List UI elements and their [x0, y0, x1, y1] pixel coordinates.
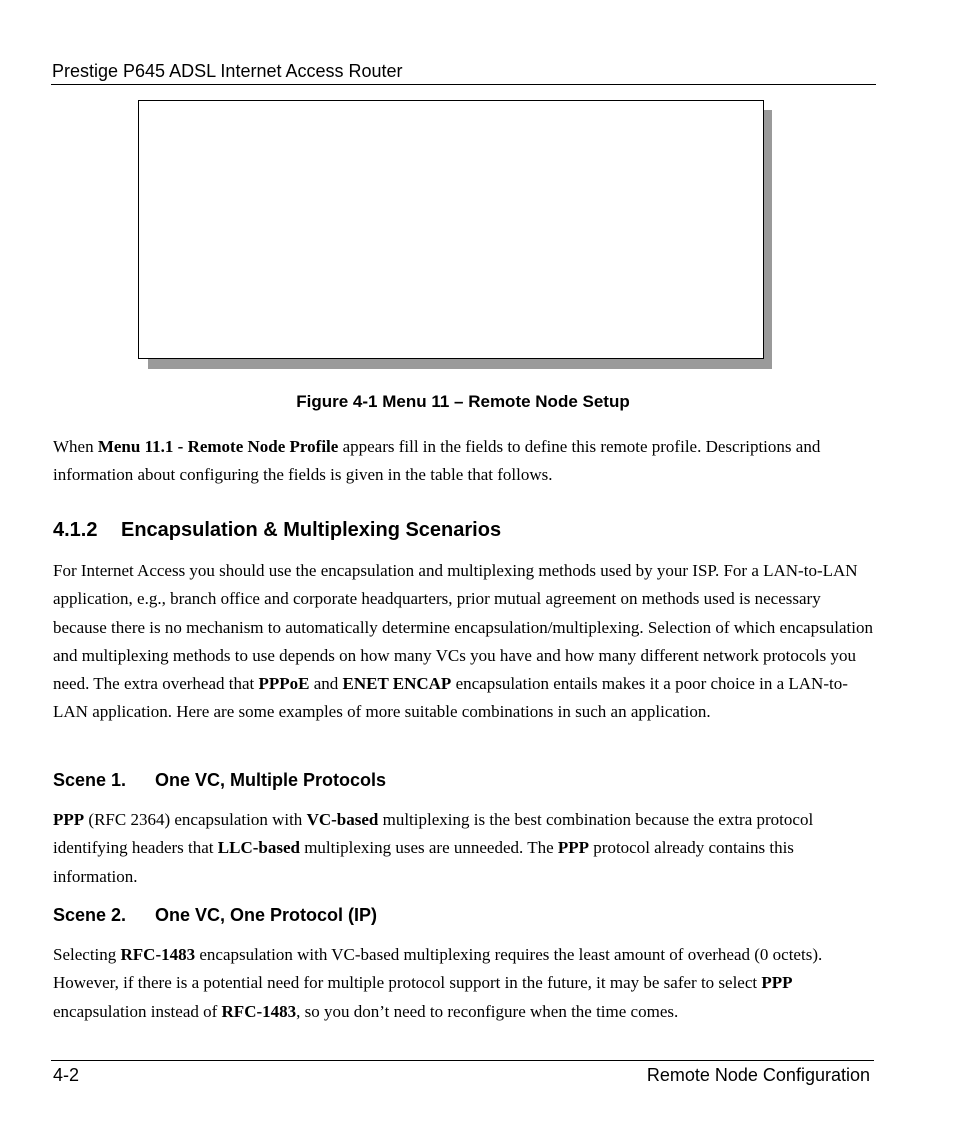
scene2-paragraph: Selecting RFC-1483 encapsulation with VC-based multiplexing requires the least amount of overhead (0 octets). However, if there is a potential need for multiple protocol support in the future, it may be safer to select PPP encapsulation instead of RFC-1483, so you don’t need to reconfigure when the time comes. — [53, 945, 823, 1021]
section-heading — [53, 518, 501, 542]
running-header: Prestige P645 ADSL Internet Access Router — [52, 61, 403, 81]
figure-screen-box — [138, 100, 764, 359]
intro-paragraph: When Menu 11.1 - Remote Node Profile appears fill in the fields to define this remote profile. Descriptions and information about configuring the fields is given in the table that follows. — [53, 437, 821, 485]
footer-rule — [51, 1060, 874, 1061]
page-number: 4-2 — [53, 1065, 80, 1085]
scene1-paragraph: PPP (RFC 2364) encapsulation with VC-based multiplexing is the best combination because the extra protocol identifying headers that LLC-based multiplexing uses are unneeded. The PPP protocol already contains this information. — [53, 810, 814, 886]
scene2-title: One VC, One Protocol (IP) — [155, 905, 378, 925]
scenarios-paragraph: For Internet Access you should use the encapsulation and multiplexing methods used by your ISP. For a LAN-to-LAN application, e.g., branch office and corporate headquarters, prior mutual agreement on methods used is necessary because there is no mechanism to automatically determine encapsulation/multiplexing. Selection of which encapsulation and multiplexing methods to use depends on how many VCs you have and how many different network protocols you need. The extra overhead that PPPoE and ENET ENCAP encapsulation entails makes it a poor choice in a LAN-to-LAN application. Here are some examples of more suitable combinations in such an application. — [53, 561, 874, 722]
scene2-heading — [53, 904, 377, 926]
header-rule — [51, 84, 876, 85]
scene1-title: One VC, Multiple Protocols — [155, 770, 387, 790]
scene2-label: Scene 2. — [53, 905, 127, 925]
figure-caption: Figure 4-1 Menu 11 – Remote Node Setup — [296, 392, 630, 411]
chapter-title: Remote Node Configuration — [646, 1065, 870, 1085]
scene1-label: Scene 1. — [53, 770, 127, 790]
scene1-heading — [53, 769, 386, 791]
section-title: Encapsulation & Multiplexing Scenarios — [121, 519, 502, 541]
section-number: 4.1.2 — [53, 519, 98, 541]
